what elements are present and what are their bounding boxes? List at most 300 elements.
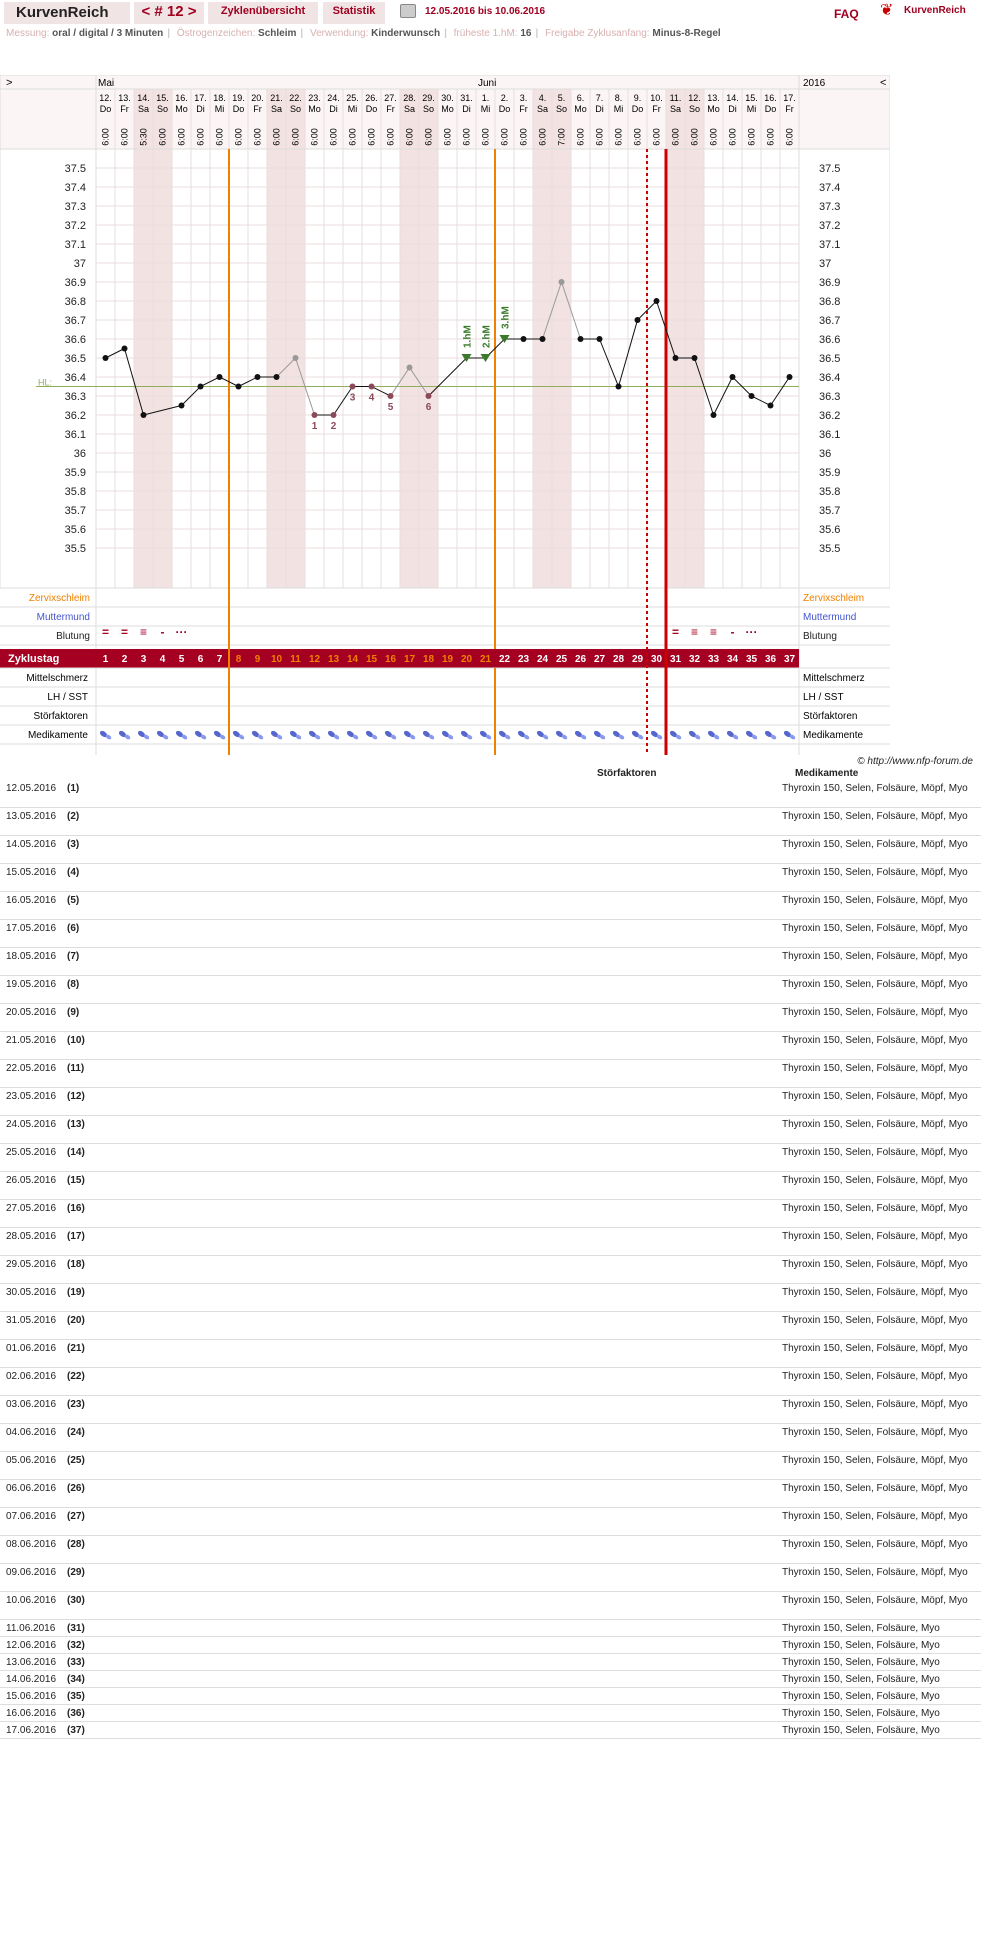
day-number: 24.	[327, 93, 340, 103]
temp-point	[312, 412, 318, 418]
time-label: 6:00	[290, 128, 301, 146]
row-date: 12.06.2016	[6, 1640, 57, 1651]
row-medication: Thyroxin 150, Selen, Folsäure, Möpf, Myo	[782, 1259, 968, 1270]
time-label: 6:00	[214, 128, 225, 146]
weekday-label: Di	[595, 104, 604, 114]
row-medication: Thyroxin 150, Selen, Folsäure, Möpf, Myo	[782, 1035, 968, 1046]
time-label: 6:00	[537, 128, 548, 146]
row-cycleday: (28)	[67, 1539, 85, 1550]
day-number: 13.	[118, 93, 131, 103]
temp-point	[103, 355, 109, 361]
row-date: 17.06.2016	[6, 1725, 57, 1736]
ytick-label-right: 37.2	[819, 220, 841, 232]
row-cycleday: (11)	[67, 1063, 85, 1074]
notes-table	[0, 780, 981, 1739]
temp-point	[635, 317, 641, 323]
lower-row-label-right: Mittelschmerz	[803, 673, 865, 684]
temp-point	[331, 412, 337, 418]
high-point-label: 3.hM	[500, 306, 512, 329]
row-medication: Thyroxin 150, Selen, Folsäure, Möpf, Myo	[782, 867, 968, 878]
row-medication: Thyroxin 150, Selen, Folsäure, Myo	[782, 1623, 940, 1634]
temp-point	[388, 393, 394, 399]
row-medication: Thyroxin 150, Selen, Folsäure, Möpf, Myo	[782, 1203, 968, 1214]
day-number: 3.	[519, 93, 528, 103]
cycleday-number: 20	[460, 654, 473, 665]
temp-point	[407, 365, 413, 371]
time-label: 6:00	[100, 128, 111, 146]
row-date: 05.06.2016	[6, 1455, 57, 1466]
day-number: 18.	[213, 93, 226, 103]
row-cycleday: (19)	[67, 1287, 85, 1298]
row-medication: Thyroxin 150, Selen, Folsäure, Möpf, Myo	[782, 1539, 968, 1550]
row-medication: Thyroxin 150, Selen, Folsäure, Möpf, Myo	[782, 1343, 968, 1354]
row-date: 28.05.2016	[6, 1231, 57, 1242]
top-bar	[0, 0, 981, 26]
tab-statistics[interactable]: Statistik	[323, 2, 385, 24]
row-date: 04.06.2016	[6, 1427, 57, 1438]
row-cycleday: (31)	[67, 1623, 85, 1634]
cycleday-number: 28	[612, 654, 625, 665]
freigabe-value: Minus-8-Regel	[652, 28, 721, 39]
ytick-label-right: 35.9	[819, 467, 841, 479]
day-number: 14.	[137, 93, 150, 103]
row-date: 29.05.2016	[6, 1259, 57, 1270]
row-cycleday: (24)	[67, 1427, 85, 1438]
bleeding-mark: =	[671, 625, 680, 639]
weekday-label: Mi	[347, 104, 358, 114]
row-medication: Thyroxin 150, Selen, Folsäure, Möpf, Myo	[782, 895, 968, 906]
row-medication: Thyroxin 150, Selen, Folsäure, Möpf, Myo	[782, 1091, 968, 1102]
row-label-right: Muttermund	[803, 612, 857, 623]
first-hm-label: früheste 1.hM:	[453, 28, 518, 39]
row-medication: Thyroxin 150, Selen, Folsäure, Myo	[782, 1691, 940, 1702]
weekday-label: So	[555, 104, 568, 114]
time-label: 6:00	[347, 128, 358, 146]
weekday-label: Fr	[519, 104, 528, 114]
day-number: 15.	[745, 93, 758, 103]
day-number: 28.	[403, 93, 416, 103]
weekday-label: So	[289, 104, 302, 114]
row-medication: Thyroxin 150, Selen, Folsäure, Möpf, Myo	[782, 1231, 968, 1242]
cycleday-number: 19	[441, 654, 454, 665]
day-number: 8.	[614, 93, 623, 103]
day-number: 31.	[460, 93, 473, 103]
bleeding-mark: ···	[745, 625, 758, 639]
ytick-label-right: 37.4	[819, 182, 841, 194]
cycleday-number: 26	[574, 654, 587, 665]
day-number: 27.	[384, 93, 397, 103]
brand-text: KurvenReich	[904, 5, 966, 16]
ytick-label-right: 36.5	[819, 353, 841, 365]
verwendung-label: Verwendung:	[309, 28, 369, 39]
row-cycleday: (5)	[67, 895, 80, 906]
cycleday-number: 27	[593, 654, 606, 665]
weekday-label: Fr	[120, 104, 129, 114]
temp-point	[749, 393, 755, 399]
time-label: 6:00	[575, 128, 586, 146]
time-label: 6:00	[309, 128, 320, 146]
row-label-left: Muttermund	[36, 612, 90, 623]
weekday-label: Di	[196, 104, 205, 114]
row-date: 26.05.2016	[6, 1175, 57, 1186]
row-medication: Thyroxin 150, Selen, Folsäure, Möpf, Myo	[782, 811, 968, 822]
day-number: 22.	[289, 93, 302, 103]
day-number: 12.	[99, 93, 112, 103]
row-cycleday: (15)	[67, 1175, 85, 1186]
row-date: 22.05.2016	[6, 1063, 57, 1074]
cycleday-number: 31	[669, 654, 682, 665]
weekday-label: Fr	[785, 104, 794, 114]
bleeding-mark: =	[101, 625, 110, 639]
row-cycleday: (9)	[67, 1007, 80, 1018]
time-label: 6:00	[689, 128, 700, 146]
row-date: 02.06.2016	[6, 1371, 57, 1382]
table-row	[0, 1200, 981, 1228]
row-date: 15.06.2016	[6, 1691, 57, 1702]
row-cycleday: (4)	[67, 867, 80, 878]
row-date: 06.06.2016	[6, 1483, 57, 1494]
table-row	[0, 920, 981, 948]
row-cycleday: (36)	[67, 1708, 85, 1719]
temp-point	[559, 279, 565, 285]
ytick-label-right: 37.1	[819, 239, 841, 251]
table-row	[0, 1284, 981, 1312]
temp-point	[711, 412, 717, 418]
low-point-label: 2	[330, 421, 337, 432]
weekday-label: Fr	[253, 104, 262, 114]
low-point-label: 6	[425, 402, 432, 413]
faq-link[interactable]: FAQ	[834, 7, 859, 21]
temp-point	[540, 336, 546, 342]
cycleday-number: 4	[159, 654, 166, 665]
ytick-label-right: 36	[819, 448, 832, 460]
row-medication: Thyroxin 150, Selen, Folsäure, Möpf, Myo	[782, 1567, 968, 1578]
cycleday-number: 9	[254, 654, 261, 665]
bleeding-mark: -	[730, 625, 735, 639]
cycle-info-line: Messung: oral / digital / 3 Minuten | Östrogenzeichen: Schleim | Verwendung: Kinderwunsch | früheste 1.hM: 16 | Freigabe Zyklusanfang: Minus-8-Regel	[6, 28, 721, 39]
time-label: 6:00	[708, 128, 719, 146]
weekday-label: So	[688, 104, 701, 114]
ytick-label-right: 36.3	[819, 391, 841, 403]
table-row	[0, 864, 981, 892]
weekday-label: So	[156, 104, 169, 114]
cycle-date-range: 12.05.2016 bis 10.06.2016	[425, 6, 546, 17]
row-cycleday: (33)	[67, 1657, 85, 1668]
day-number: 10.	[650, 93, 663, 103]
low-point-label: 5	[387, 402, 394, 413]
high-point-label: 1.hM	[462, 325, 474, 348]
row-cycleday: (8)	[67, 979, 80, 990]
day-number: 13.	[707, 93, 720, 103]
row-cycleday: (29)	[67, 1567, 85, 1578]
table-row	[0, 1116, 981, 1144]
time-label: 6:00	[651, 128, 662, 146]
temp-point	[673, 355, 679, 361]
table-row	[0, 1256, 981, 1284]
cycleday-number: 17	[403, 654, 416, 665]
table-row	[0, 1592, 981, 1620]
ytick-label-right: 36.4	[819, 372, 841, 384]
table-row	[0, 1172, 981, 1200]
printer-icon[interactable]	[400, 4, 416, 18]
temp-point	[179, 403, 185, 409]
cycleday-number: 14	[346, 654, 359, 665]
row-medication: Thyroxin 150, Selen, Folsäure, Myo	[782, 1708, 940, 1719]
ytick-label-left: 35.6	[64, 524, 86, 536]
cycleday-number: 2	[121, 654, 128, 665]
weekday-label: Do	[99, 104, 112, 114]
row-date: 24.05.2016	[6, 1119, 57, 1130]
temp-point	[692, 355, 698, 361]
cycleday-number: 13	[327, 654, 340, 665]
table-row	[0, 1671, 981, 1688]
table-row	[0, 1424, 981, 1452]
row-medication: Thyroxin 150, Selen, Folsäure, Möpf, Myo	[782, 1119, 968, 1130]
row-cycleday: (18)	[67, 1259, 85, 1270]
table-row	[0, 1480, 981, 1508]
day-number: 1.	[481, 93, 490, 103]
day-number: 12.	[688, 93, 701, 103]
lower-row-label-left: Mittelschmerz	[26, 673, 88, 684]
messung-value: oral / digital / 3 Minuten	[52, 28, 164, 39]
day-number: 15.	[156, 93, 169, 103]
table-row	[0, 1705, 981, 1722]
time-label: 6:00	[366, 128, 377, 146]
ytick-label-left: 36.2	[64, 410, 86, 422]
time-label: 5:30	[138, 128, 149, 146]
row-medication: Thyroxin 150, Selen, Folsäure, Möpf, Myo	[782, 1287, 968, 1298]
row-date: 25.05.2016	[6, 1147, 57, 1158]
row-cycleday: (1)	[67, 783, 80, 794]
freigabe-label: Freigabe Zyklusanfang:	[545, 28, 650, 39]
table-row	[0, 1637, 981, 1654]
time-label: 6:00	[784, 128, 795, 146]
table-row	[0, 976, 981, 1004]
ytick-label-left: 35.5	[64, 543, 86, 555]
brand-icon: ❦	[880, 2, 894, 19]
tab-cycle-overview[interactable]: Zyklenübersicht	[208, 2, 318, 24]
weekday-label: Di	[462, 104, 471, 114]
cycleday-number: 21	[479, 654, 492, 665]
ytick-label-left: 35.8	[64, 486, 86, 498]
table-row	[0, 1144, 981, 1172]
day-number: 9.	[633, 93, 642, 103]
hl-label: HL:	[38, 377, 53, 388]
day-number: 11.	[669, 93, 682, 103]
time-label: 6:00	[670, 128, 681, 146]
time-label: 6:00	[632, 128, 643, 146]
row-cycleday: (3)	[67, 839, 80, 850]
day-number: 19.	[232, 93, 245, 103]
row-cycleday: (7)	[67, 951, 80, 962]
row-label-left: Zervixschleim	[28, 593, 90, 604]
time-label: 6:00	[176, 128, 187, 146]
weekday-label: Do	[631, 104, 644, 114]
weekday-label: Sa	[270, 104, 283, 114]
cycle-navigator[interactable]: < # 12 >	[134, 2, 204, 24]
temp-point	[597, 336, 603, 342]
messung-label: Messung:	[6, 28, 50, 39]
ytick-label-left: 37.1	[64, 239, 86, 251]
time-label: 6:00	[385, 128, 396, 146]
weekday-label: So	[422, 104, 435, 114]
verwendung-value: Kinderwunsch	[371, 28, 441, 39]
app-logo[interactable]: KurvenReich	[4, 2, 130, 24]
temp-point	[787, 374, 793, 380]
row-cycleday: (35)	[67, 1691, 85, 1702]
day-number: 5.	[557, 93, 566, 103]
ytick-label-left: 35.7	[64, 505, 86, 517]
time-label: 7:00	[556, 128, 567, 146]
ytick-label-right: 35.7	[819, 505, 841, 517]
temp-point	[198, 384, 204, 390]
row-medication: Thyroxin 150, Selen, Folsäure, Möpf, Myo	[782, 1007, 968, 1018]
row-medication: Thyroxin 150, Selen, Folsäure, Myo	[782, 1640, 940, 1651]
weekday-label: Fr	[652, 104, 661, 114]
day-number: 17.	[194, 93, 207, 103]
oestrogen-label: Östrogenzeichen:	[176, 28, 256, 39]
row-cycleday: (20)	[67, 1315, 85, 1326]
row-medication: Thyroxin 150, Selen, Folsäure, Möpf, Myo	[782, 839, 968, 850]
time-label: 6:00	[613, 128, 624, 146]
temp-point	[274, 374, 280, 380]
cycleday-number: 11	[290, 654, 301, 665]
temp-point	[369, 384, 375, 390]
cycleday-number: 10	[270, 654, 283, 665]
row-cycleday: (13)	[67, 1119, 85, 1130]
low-point-label: 1	[311, 421, 318, 432]
temp-point	[122, 346, 128, 352]
high-point-label: 2.hM	[481, 325, 493, 348]
lower-row-label-left: Medikamente	[27, 730, 88, 741]
temp-point	[217, 374, 223, 380]
weekday-label: Mo	[574, 104, 587, 114]
row-cycleday: (16)	[67, 1203, 85, 1214]
row-medication: Thyroxin 150, Selen, Folsäure, Möpf, Myo	[782, 1455, 968, 1466]
year-label: 2016	[803, 78, 826, 89]
table-row	[0, 1340, 981, 1368]
weekday-label: Di	[728, 104, 737, 114]
row-date: 09.06.2016	[6, 1567, 57, 1578]
row-cycleday: (22)	[67, 1371, 85, 1382]
row-medication: Thyroxin 150, Selen, Folsäure, Myo	[782, 1674, 940, 1685]
weekday-label: Sa	[669, 104, 682, 114]
cycleday-number: 8	[235, 654, 242, 665]
ytick-label-right: 37.3	[819, 201, 841, 213]
row-cycleday: (32)	[67, 1640, 85, 1651]
ytick-label-right: 36.8	[819, 296, 841, 308]
table-row	[0, 1536, 981, 1564]
header-stoerfaktoren: Störfaktoren	[597, 768, 657, 779]
row-date: 16.05.2016	[6, 895, 57, 906]
weekday-label: Mi	[613, 104, 624, 114]
row-date: 10.06.2016	[6, 1595, 57, 1606]
weekday-label: Mo	[441, 104, 454, 114]
table-row	[0, 1620, 981, 1637]
table-row	[0, 836, 981, 864]
temp-point	[768, 403, 774, 409]
day-number: 29.	[422, 93, 435, 103]
day-number: 16.	[175, 93, 188, 103]
bleeding-mark: -	[160, 625, 165, 639]
oestrogen-value: Schleim	[258, 28, 297, 39]
temp-point	[141, 412, 147, 418]
row-date: 13.05.2016	[6, 811, 57, 822]
cycleday-label: Zyklustag	[8, 653, 60, 665]
row-date: 30.05.2016	[6, 1287, 57, 1298]
temp-point	[521, 336, 527, 342]
row-label-right: Zervixschleim	[803, 593, 865, 604]
cycleday-number: 30	[650, 654, 663, 665]
ytick-label-left: 37.3	[64, 201, 86, 213]
row-cycleday: (34)	[67, 1674, 85, 1685]
row-date: 31.05.2016	[6, 1315, 57, 1326]
row-medication: Thyroxin 150, Selen, Folsäure, Möpf, Myo	[782, 1063, 968, 1074]
row-date: 23.05.2016	[6, 1091, 57, 1102]
row-cycleday: (23)	[67, 1399, 85, 1410]
ytick-label-left: 36.5	[64, 353, 86, 365]
time-label: 6:00	[195, 128, 206, 146]
row-medication: Thyroxin 150, Selen, Folsäure, Möpf, Myo	[782, 951, 968, 962]
time-label: 6:00	[271, 128, 282, 146]
row-cycleday: (10)	[67, 1035, 85, 1046]
time-label: 6:00	[480, 128, 491, 146]
table-row	[0, 780, 981, 808]
weekday-label: Do	[764, 104, 777, 114]
temp-point	[730, 374, 736, 380]
row-date: 01.06.2016	[6, 1343, 57, 1354]
row-date: 19.05.2016	[6, 979, 57, 990]
lower-row-label-left: Störfaktoren	[33, 711, 88, 722]
cycleday-number: 6	[197, 654, 204, 665]
cycleday-number: 15	[365, 654, 378, 665]
row-medication: Thyroxin 150, Selen, Folsäure, Möpf, Myo	[782, 1511, 968, 1522]
temp-point	[293, 355, 299, 361]
weekday-label: Di	[329, 104, 338, 114]
ytick-label-right: 35.5	[819, 543, 841, 555]
day-number: 23.	[308, 93, 321, 103]
nav-prev-arrow: <	[880, 77, 887, 89]
ytick-label-left: 36.9	[64, 277, 86, 289]
row-cycleday: (6)	[67, 923, 80, 934]
weekday-label: Mo	[175, 104, 188, 114]
table-row	[0, 1312, 981, 1340]
time-label: 6:00	[594, 128, 605, 146]
ytick-label-left: 35.9	[64, 467, 86, 479]
ytick-label-left: 37.4	[64, 182, 86, 194]
ytick-label-right: 36.6	[819, 334, 841, 346]
day-number: 17.	[783, 93, 796, 103]
ytick-label-left: 36	[73, 448, 86, 460]
cycleday-number: 29	[631, 654, 644, 665]
cycleday-number: 22	[498, 654, 511, 665]
header-medikamente: Medikamente	[795, 768, 859, 779]
row-medication: Thyroxin 150, Selen, Folsäure, Möpf, Myo	[782, 1315, 968, 1326]
ytick-label-left: 36.1	[64, 429, 86, 441]
row-medication: Thyroxin 150, Selen, Folsäure, Möpf, Myo	[782, 923, 968, 934]
cycleday-number: 5	[178, 654, 185, 665]
ytick-label-right: 36.1	[819, 429, 841, 441]
row-medication: Thyroxin 150, Selen, Folsäure, Möpf, Myo	[782, 1175, 968, 1186]
day-number: 7.	[595, 93, 604, 103]
row-date: 03.06.2016	[6, 1399, 57, 1410]
notes-table-header	[0, 768, 981, 780]
day-number: 25.	[346, 93, 359, 103]
brand-logo[interactable]	[880, 2, 980, 20]
copyright[interactable]: © http://www.nfp-forum.de	[857, 756, 973, 767]
cycleday-number: 12	[308, 654, 321, 665]
table-row	[0, 1654, 981, 1671]
